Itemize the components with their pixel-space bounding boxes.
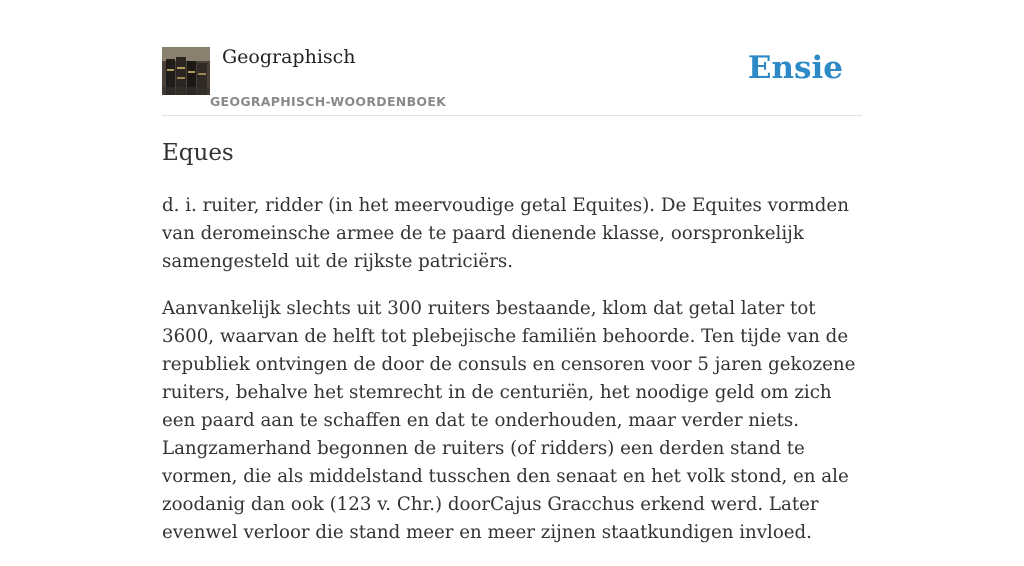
entry-body [162, 192, 862, 566]
entry-title: Eques [162, 140, 234, 166]
books-image-icon [162, 47, 210, 95]
entry-paragraph: Aanvankelijk slechts uit 300 ruiters bestaande, klom dat getal later tot 3600, waarvan de helft tot plebejische familiën behoorde. Ten tijde van de republiek ontvingen de door de consuls en censoren voor 5 jaren gekozene ruiters, behalve het stemrecht in de centuriën, het noodige geld om zich een paard aan te schaffen en dat te onderhouden, maar verder niets. Langzamerhand begonnen de ruiters (of ridders) een derden stand te vormen, die als middelstand tusschen den senaat en het volk stond, en ale zoodanig dan ook (123 v. Chr.) doorCajus Gracchus erkend werd. Later evenwel verloor die stand meer en meer zijnen staatkundigen invloed. [162, 298, 856, 543]
entry-paragraph: d. i. ruiter, ridder (in het meervoudige getal Equites). De Equites vormden van deromeinsche armee de te paard dienende klasse, oorspronkelijk samengesteld uit de rijkste patriciërs. [162, 195, 849, 272]
brand-logo[interactable]: Ensie [747, 50, 843, 86]
source-avatar[interactable] [162, 47, 210, 95]
source-title[interactable]: Geographisch [222, 46, 356, 68]
content-container [162, 0, 862, 543]
source-slug[interactable]: GEOGRAPHISCH-WOORDENBOEK [210, 94, 447, 109]
entry-header [162, 0, 862, 116]
